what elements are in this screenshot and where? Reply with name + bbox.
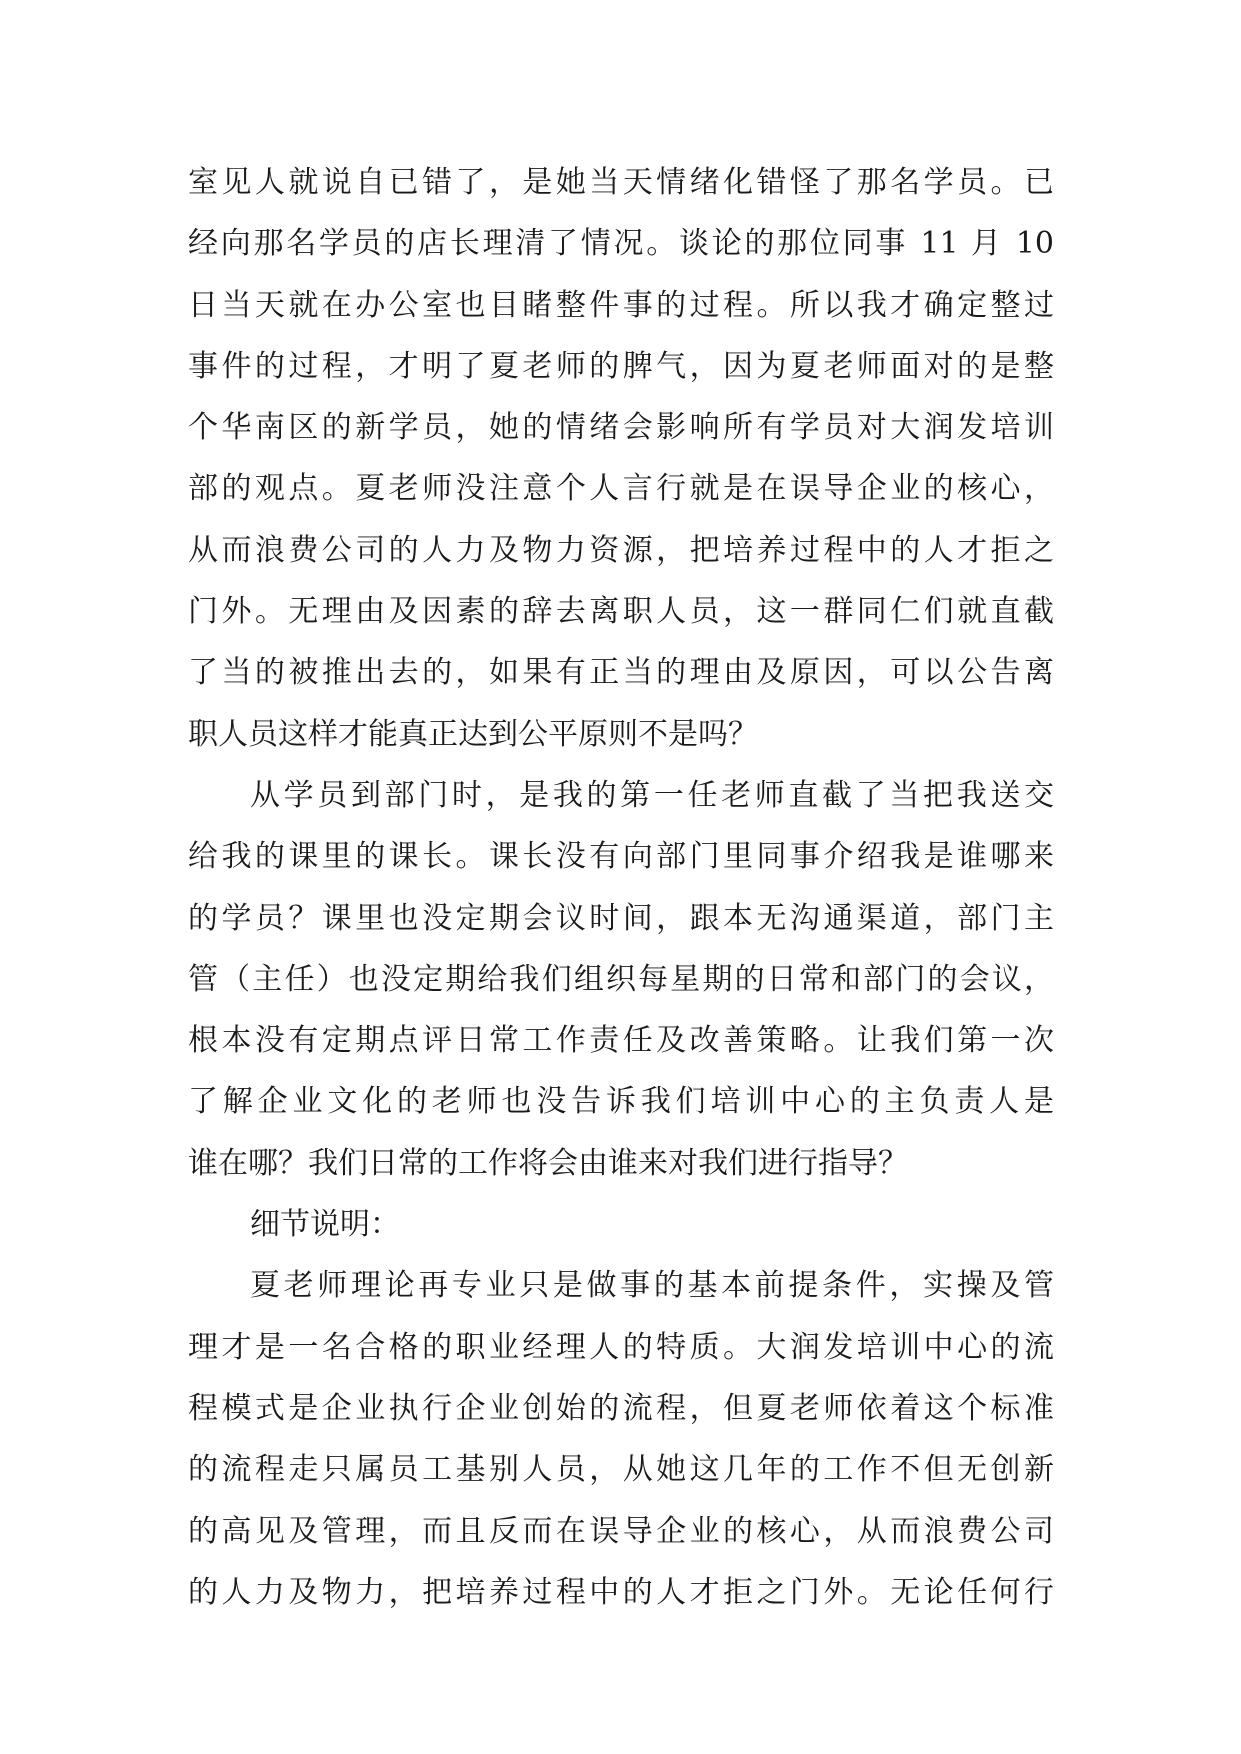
text-line: 给我的课里的课长。课长没有向部门里同事介绍我是谁哪来: [188, 839, 1054, 875]
text-line: 夏老师理论再专业只是做事的基本前提条件，实操及管: [250, 1268, 1054, 1304]
text-line: 事件的过程，才明了夏老师的脾气，因为夏老师面对的是整: [188, 348, 1054, 384]
text-line: 门外。无理由及因素的辞去离职人员，这一群同仁们就直截: [188, 594, 1054, 630]
body-text: [188, 152, 1054, 1623]
text-line: 了解企业文化的老师也没告诉我们培训中心的主负责人是: [188, 1084, 1054, 1120]
text-line: 的学员？课里也没定期会议时间，跟本无沟通渠道，部门主: [188, 900, 1054, 936]
text-line: 职人员这样才能真正达到公平原则不是吗？: [188, 716, 758, 752]
text-line: 日当天就在办公室也目睹整件事的过程。所以我才确定整过: [188, 287, 1054, 323]
text-line: 室见人就说自已错了，是她当天情绪化错怪了那名学员。已: [188, 165, 1054, 200]
text-line: 程模式是企业执行企业创始的流程，但夏老师依着这个标准: [188, 1390, 1054, 1426]
text-line: 的流程走只属员工基别人员，从她这几年的工作不但无创新: [188, 1452, 1054, 1488]
text-line: 部的观点。夏老师没注意个人言行就是在误导企业的核心，: [188, 471, 1054, 507]
text-line: 的高见及管理，而且反而在误导企业的核心，从而浪费公司: [188, 1513, 1054, 1549]
text-line: 从学员到部门时，是我的第一任老师直截了当把我送交: [250, 777, 1054, 813]
text-line: 经向那名学员的店长理清了情况。谈论的那位同事 11 月 10: [188, 226, 1054, 262]
text-line: 从而浪费公司的人力及物力资源，把培养过程中的人才拒之: [188, 532, 1054, 568]
text-line: 的人力及物力，把培养过程中的人才拒之门外。无论任何行: [188, 1574, 1054, 1610]
text-line: 个华南区的新学员，她的情绪会影响所有学员对大润发培训: [188, 410, 1054, 446]
text-line: 谁在哪？我们日常的工作将会由谁来对我们进行指导？: [188, 1145, 908, 1181]
text-line: 管（主任）也没定期给我们组织每星期的日常和部门的会议，: [188, 961, 1054, 997]
text-line: 根本没有定期点评日常工作责任及改善策略。让我们第一次: [188, 1023, 1054, 1059]
text-line: 了当的被推出去的，如果有正当的理由及原因，可以公告离: [188, 655, 1054, 691]
text-line: 细节说明：: [250, 1207, 400, 1243]
text-line: 理才是一名合格的职业经理人的特质。大润发培训中心的流: [188, 1329, 1054, 1365]
